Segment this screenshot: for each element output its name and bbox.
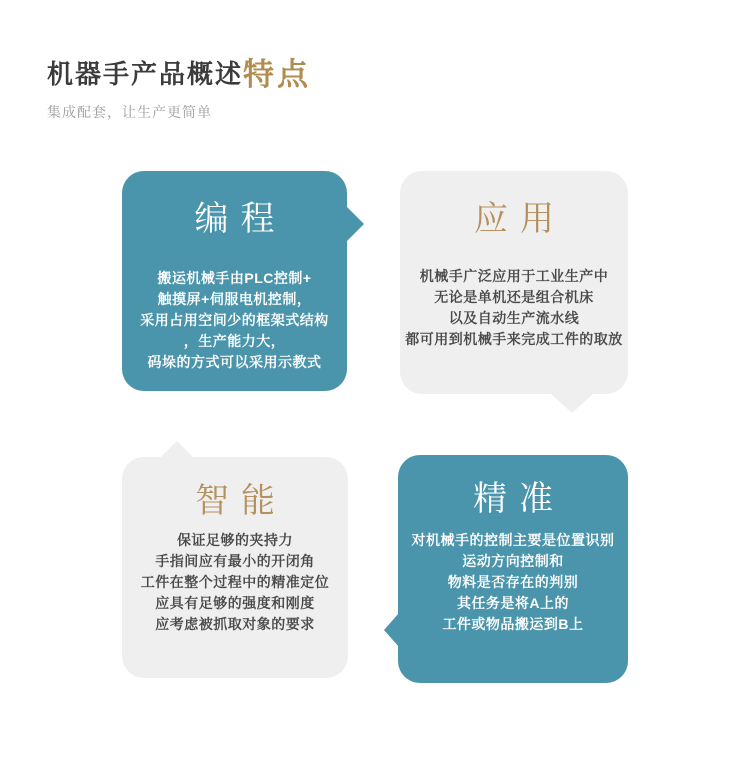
card-programming-body: [122, 268, 347, 373]
card-text-line: 触摸屏+伺服电机控制，: [157, 291, 312, 307]
card-intelligence-body: [122, 530, 348, 635]
card-text-line: 搬运机械手由PLC控制+: [157, 270, 312, 286]
card-text-line: 以及自动生产流水线: [448, 310, 580, 326]
card-intelligence: [122, 457, 348, 678]
page-title: [47, 56, 311, 90]
card-precision-body: [398, 530, 628, 635]
card-text-line: 应具有足够的强度和刚度: [155, 595, 315, 611]
card-text-line: 手指间应有最小的开闭角: [155, 553, 315, 569]
card-text-line: ，生产能力大，: [183, 333, 286, 349]
card-text-line: 工件或物品搬运到B上: [442, 616, 584, 632]
card-programming: [122, 171, 347, 391]
card-text-line: 保证足够的夹持力: [177, 532, 293, 548]
card-programming-title: 编程: [194, 201, 287, 238]
card-text-line: 采用占用空间少的框架式结构: [140, 312, 329, 328]
card-intelligence-title: 智能: [195, 483, 287, 520]
card-application-title: 应用: [474, 201, 566, 238]
card-text-line: 对机械手的控制主要是位置识别: [411, 532, 615, 548]
page-subtitle: 集成配套，让生产更简单: [47, 104, 212, 120]
page-title-main: 机器手产品概述: [47, 59, 244, 89]
card-text-line: 物料是否存在的判别: [447, 574, 579, 590]
card-text-line: 码垛的方式可以采用示教式: [147, 354, 322, 370]
card-text-line: 都可用到机械手来完成工件的取放: [405, 331, 623, 347]
pointer-up-icon: [160, 441, 194, 458]
pointer-down-icon: [550, 393, 594, 413]
page-title-accent: 特点: [243, 57, 312, 92]
card-text-line: 工件在整个过程中的精准定位: [140, 574, 330, 590]
pointer-left-icon: [384, 613, 399, 647]
card-application-body: [400, 266, 628, 350]
card-text-line: 应考虑被抓取对象的要求: [155, 616, 315, 632]
card-text-line: 运动方向控制和: [462, 553, 564, 569]
card-precision: [398, 455, 628, 683]
card-text-line: 无论是单机还是组合机床: [434, 289, 594, 305]
card-precision-title: 精准: [473, 481, 565, 518]
pointer-right-icon: [346, 206, 364, 242]
card-text-line: 其任务是将A上的: [456, 595, 570, 611]
card-text-line: 机械手广泛应用于工业生产中: [419, 268, 609, 284]
card-application: [400, 171, 628, 394]
page-header: [47, 56, 311, 122]
